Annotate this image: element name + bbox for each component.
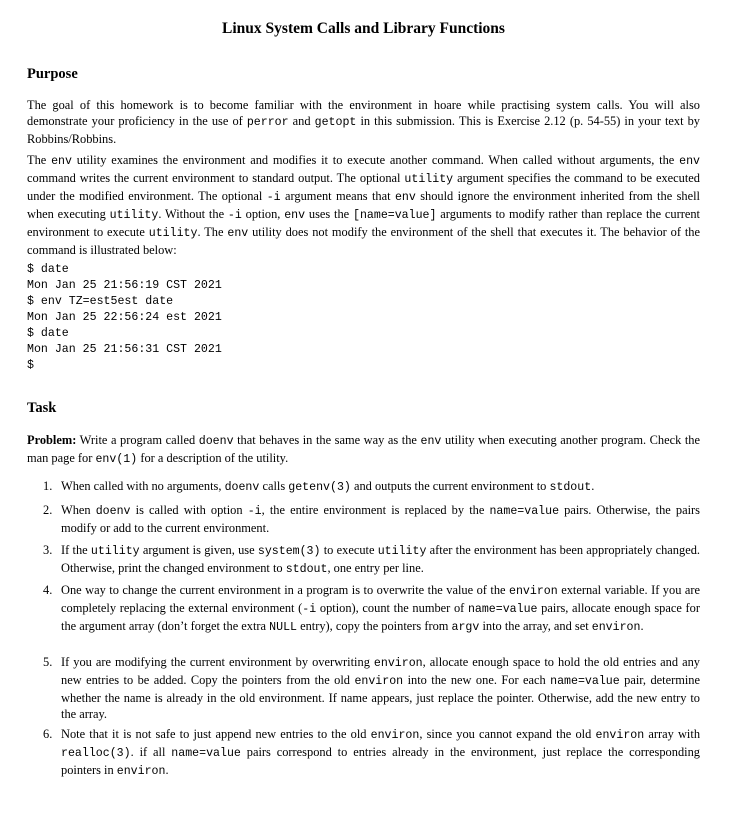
text-run: utility does not modify the environment of the shell that executes it. The behavior of the command is illustrated below: xyxy=(27,225,700,257)
code-line: $ env TZ=est5est date xyxy=(27,295,174,308)
purpose-heading: Purpose xyxy=(27,66,78,82)
text-run: after the environment has been appropriately changed. Otherwise, print the changed environment to xyxy=(61,543,700,575)
inline-code: environ xyxy=(595,729,645,742)
text-run: The xyxy=(27,153,52,167)
text-run: and outputs the current environment to xyxy=(350,479,550,493)
list-item-number: 2. xyxy=(43,503,53,517)
bold-label: Problem: xyxy=(27,433,77,447)
list-item-text xyxy=(61,478,700,496)
inline-code: doenv xyxy=(95,505,131,518)
text-run: When called with no arguments, xyxy=(61,479,225,493)
text-run: entry), copy the pointers from xyxy=(297,619,452,633)
inline-code: env xyxy=(284,209,306,222)
inline-code: utility xyxy=(404,173,454,186)
inline-code: name=value xyxy=(550,675,620,688)
inline-code: env xyxy=(679,155,700,168)
text-run: uses the xyxy=(305,207,353,221)
text-run: is called with option xyxy=(130,503,248,517)
purpose-paragraph-1 xyxy=(27,97,700,147)
text-run: external variable. If you are completely replacing the external environment ( xyxy=(61,583,701,615)
list-item-text xyxy=(61,582,700,636)
inline-code: environ xyxy=(373,657,423,670)
inline-code: utility xyxy=(90,545,140,558)
code-example xyxy=(27,262,222,374)
code-line: Mon Jan 25 21:56:19 CST 2021 xyxy=(27,279,222,292)
inline-code: stdout xyxy=(285,563,328,576)
text-run: arguments to modify rather than replace the current environment to execute xyxy=(27,207,700,239)
text-run: utility when executing another program. Check the man page for xyxy=(27,433,701,465)
inline-code: env(1) xyxy=(95,453,138,466)
text-run: into the new one. For each xyxy=(403,673,551,687)
code-line: $ xyxy=(27,359,34,372)
code-line: Mon Jan 25 22:56:24 est 2021 xyxy=(27,311,222,324)
text-run: in this submission. This is Exercise 2.12 (p. 54-55) in your text by Robbins/Robbins. xyxy=(27,114,700,146)
inline-code: utility xyxy=(377,545,427,558)
text-run: option), count the number of xyxy=(316,601,468,615)
inline-code: perror xyxy=(246,116,289,129)
text-run: calls xyxy=(259,479,289,493)
list-item-text xyxy=(61,654,700,722)
list-item-number: 5. xyxy=(43,655,53,669)
inline-code: getenv(3) xyxy=(288,481,351,494)
inline-code: name=value xyxy=(171,747,241,760)
inline-code: -i xyxy=(227,209,242,222)
inline-code: getopt xyxy=(314,116,357,129)
text-run: . The xyxy=(197,225,228,239)
task-heading: Task xyxy=(27,400,57,416)
text-run: should ignore the environment inherited from the shell when executing xyxy=(27,189,700,221)
text-run: Note that it is not safe to just append new entries to the old xyxy=(61,727,371,741)
text-run: , one entry per line. xyxy=(327,561,424,575)
text-run: , since you cannot expand the old xyxy=(419,727,596,741)
code-line: Mon Jan 25 21:56:31 CST 2021 xyxy=(27,343,222,356)
text-run: argument means that xyxy=(280,189,395,203)
text-run: . xyxy=(165,763,169,777)
text-run: argument specifies the command to be executed under the modified environment. The optional xyxy=(27,171,700,203)
inline-code: environ xyxy=(591,621,641,634)
text-run: . Without the xyxy=(158,207,228,221)
inline-code: environ xyxy=(116,765,166,778)
inline-code: environ xyxy=(370,729,420,742)
page-title: Linux System Calls and Library Functions xyxy=(222,20,505,37)
inline-code: -i xyxy=(247,505,262,518)
inline-code: env xyxy=(51,155,72,168)
inline-code: environ xyxy=(509,585,558,598)
list-item-number: 1. xyxy=(43,479,53,493)
list-item-text xyxy=(61,502,700,536)
list-item xyxy=(27,582,700,636)
text-run: , allocate enough space to hold the old entries and any new entries to be added. Copy the pointers from the old xyxy=(61,655,700,687)
text-run: . xyxy=(640,619,644,633)
inline-code: doenv xyxy=(198,435,234,448)
text-run: to execute xyxy=(320,543,378,557)
inline-code: env xyxy=(394,191,416,204)
list-item xyxy=(27,478,700,496)
text-run: If the xyxy=(61,543,91,557)
inline-code: env xyxy=(420,435,442,448)
list-item-text xyxy=(61,542,700,578)
inline-code: realloc(3) xyxy=(61,747,131,760)
inline-code: env xyxy=(227,227,249,240)
list-item-number: 4. xyxy=(43,583,53,597)
text-run: pair, determine whether the name is already in the old environment. If name appears, just replace the pointer. Otherwise, add the new entry to the array. xyxy=(61,673,700,721)
list-item-number: 6. xyxy=(43,727,53,741)
text-run: array with xyxy=(644,727,701,741)
text-run: that behaves in the same way as the xyxy=(233,433,421,447)
text-run: Write a program called xyxy=(76,433,199,447)
problem-statement xyxy=(27,432,700,468)
inline-code: NULL xyxy=(269,621,297,634)
text-run: . xyxy=(591,479,595,493)
list-item-number: 3. xyxy=(43,543,53,557)
text-run: When xyxy=(61,503,96,517)
text-run: argument is given, use xyxy=(139,543,258,557)
list-item xyxy=(27,542,700,578)
text-run: into the array, and set xyxy=(479,619,592,633)
inline-code: name=value xyxy=(467,603,538,616)
text-run: and xyxy=(288,114,315,128)
inline-code: utility xyxy=(148,227,198,240)
inline-code: argv xyxy=(451,621,480,634)
list-item-text xyxy=(61,726,700,780)
text-run: command writes the current environment to standard output. The optional xyxy=(27,171,405,185)
inline-code: -i xyxy=(266,191,281,204)
text-run: for a description of the utility. xyxy=(137,451,289,465)
code-line: $ date xyxy=(27,263,69,276)
code-line: $ date xyxy=(27,327,69,340)
text-run: utility examines the environment and modifies it to execute another command. When called without arguments, the xyxy=(71,153,680,167)
inline-code: environ xyxy=(354,675,404,688)
list-item xyxy=(27,654,700,722)
inline-code: [name=value] xyxy=(352,209,437,222)
text-run: pairs correspond to entries already in the environment, just replace the corresponding pointers in xyxy=(61,745,700,777)
text-run: pairs. Otherwise, the pairs modify or add to the current environment. xyxy=(61,503,700,535)
purpose-paragraph-2 xyxy=(27,152,700,258)
inline-code: system(3) xyxy=(257,545,321,558)
inline-code: name=value xyxy=(489,505,560,518)
text-run: . if all xyxy=(130,745,172,759)
text-run: option, xyxy=(241,207,285,221)
inline-code: stdout xyxy=(549,481,592,494)
text-run: pairs, allocate enough space for the argument array (don’t forget the extra xyxy=(61,601,700,633)
text-run: One way to change the current environment in a program is to overwrite the value of the xyxy=(61,583,510,597)
inline-code: utility xyxy=(109,209,159,222)
text-run: The goal of this homework is to become familiar with the environment in hoare while practising system calls. You will also demonstrate your proficiency in the use of xyxy=(27,98,700,128)
text-run: , the entire environment is replaced by the xyxy=(261,503,490,517)
list-item xyxy=(27,726,700,780)
list-item xyxy=(27,502,700,536)
inline-code: doenv xyxy=(224,481,260,494)
text-run: If you are modifying the current environment by overwriting xyxy=(61,655,374,669)
inline-code: -i xyxy=(302,603,317,616)
